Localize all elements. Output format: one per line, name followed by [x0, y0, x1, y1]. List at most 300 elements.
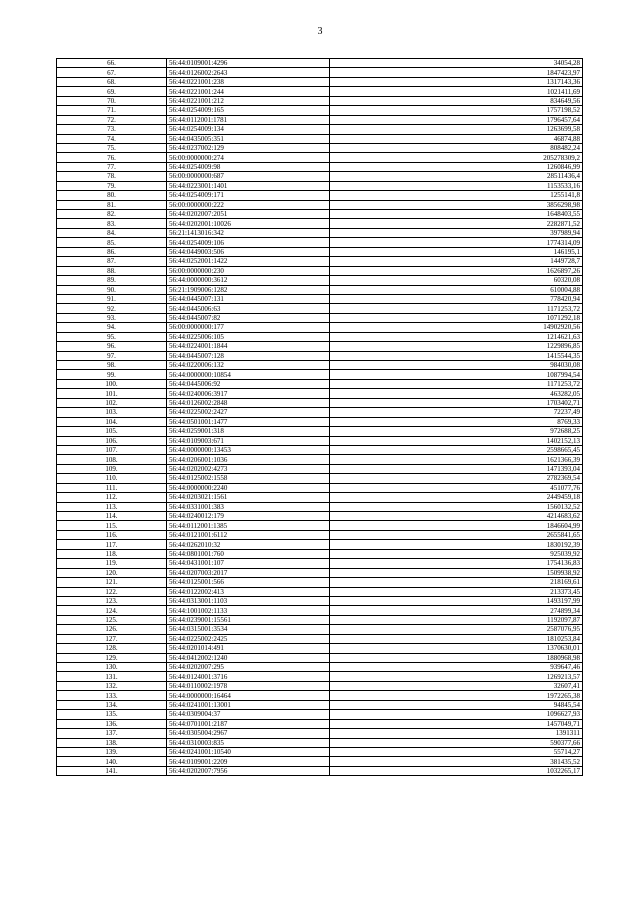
cadastral-value-cell: 94845,54 [330, 700, 583, 709]
table-row [57, 304, 583, 313]
cadastral-value-cell: 2782369,54 [330, 474, 583, 483]
cadastral-value-cell: 2282871,52 [330, 219, 583, 228]
table-row [57, 540, 583, 549]
cadastral-number-cell: 56:44:0112001:1385 [167, 521, 330, 530]
cadastral-number-cell: 56:44:0240012:179 [167, 512, 330, 521]
cadastral-value-cell: 2598665,45 [330, 445, 583, 454]
table-row [57, 228, 583, 237]
cadastral-number-cell: 56:44:0237002:129 [167, 143, 330, 152]
table-row [57, 172, 583, 181]
table-row [57, 115, 583, 124]
cadastral-number-cell: 56:44:0220006:132 [167, 361, 330, 370]
table-row [57, 530, 583, 539]
table-row [57, 191, 583, 200]
row-number-cell: 91. [57, 294, 167, 303]
table-row [57, 634, 583, 643]
row-number-cell: 80. [57, 191, 167, 200]
cadastral-value-cell: 451077,76 [330, 483, 583, 492]
cadastral-number-cell: 56:44:0225002:2425 [167, 634, 330, 643]
cadastral-value-cell: 925039,92 [330, 549, 583, 558]
table-row [57, 143, 583, 152]
table-row [57, 398, 583, 407]
cadastral-number-cell: 56:44:0126002:2848 [167, 398, 330, 407]
page-number: 3 [317, 26, 323, 37]
cadastral-number-cell: 56:44:0305004:2967 [167, 729, 330, 738]
cadastral-value-cell: 1415544,35 [330, 351, 583, 360]
row-number-cell: 112. [57, 493, 167, 502]
cadastral-number-cell: 56:44:0000000:16464 [167, 691, 330, 700]
row-number-cell: 103. [57, 408, 167, 417]
table-row [57, 106, 583, 115]
cadastral-value-cell: 1774314,09 [330, 238, 583, 247]
row-number-cell: 132. [57, 681, 167, 690]
cadastral-number-cell: 56:44:0801001:760 [167, 549, 330, 558]
row-number-cell: 116. [57, 530, 167, 539]
table-row [57, 379, 583, 388]
table-row [57, 361, 583, 370]
table-row [57, 351, 583, 360]
cadastral-number-cell: 56:44:0224001:1844 [167, 342, 330, 351]
row-number-cell: 69. [57, 87, 167, 96]
cadastral-value-cell: 1214621,63 [330, 332, 583, 341]
table-row [57, 294, 583, 303]
table-row [57, 134, 583, 143]
table-row [57, 757, 583, 766]
cadastral-value-cell: 1032265,17 [330, 766, 583, 775]
cadastral-number-cell: 56:00:0000000:687 [167, 172, 330, 181]
cadastral-value-cell: 778420,94 [330, 294, 583, 303]
table-row [57, 266, 583, 275]
cadastral-number-cell: 56:44:0109001:2209 [167, 757, 330, 766]
table-row [57, 417, 583, 426]
cadastral-number-cell: 56:44:0435005:351 [167, 134, 330, 143]
row-number-cell: 119. [57, 559, 167, 568]
cadastral-value-cell: 1021411,69 [330, 87, 583, 96]
cadastral-number-cell: 56:44:0221001:244 [167, 87, 330, 96]
cadastral-value-cell: 939647,46 [330, 663, 583, 672]
cadastral-number-cell: 56:44:0206001:1036 [167, 455, 330, 464]
cadastral-number-cell: 56:44:0259001:318 [167, 427, 330, 436]
cadastral-number-cell: 56:44:0240006:3917 [167, 389, 330, 398]
row-number-cell: 117. [57, 540, 167, 549]
cadastral-value-cell: 1449728,7 [330, 257, 583, 266]
cadastral-number-cell: 56:44:0110002:1978 [167, 681, 330, 690]
cadastral-value-cell: 60320,08 [330, 276, 583, 285]
cadastral-number-cell: 56:00:0000000:230 [167, 266, 330, 275]
cadastral-value-cell: 28511436,4 [330, 172, 583, 181]
table-row [57, 408, 583, 417]
cadastral-value-cell: 1471393,04 [330, 464, 583, 473]
row-number-cell: 97. [57, 351, 167, 360]
cadastral-value-cell: 1402152,13 [330, 436, 583, 445]
cadastral-number-cell: 56:44:0445007:131 [167, 294, 330, 303]
table-row [57, 483, 583, 492]
row-number-cell: 141. [57, 766, 167, 775]
row-number-cell: 127. [57, 634, 167, 643]
cadastral-value-cell: 1317143,36 [330, 77, 583, 86]
table-row [57, 549, 583, 558]
cadastral-value-cell: 1648403,55 [330, 210, 583, 219]
table-row [57, 464, 583, 473]
cadastral-value-cell: 1171253,72 [330, 379, 583, 388]
cadastral-number-cell: 56:21:1413016:342 [167, 228, 330, 237]
cadastral-value-cell: 1370630,01 [330, 644, 583, 653]
cadastral-number-cell: 56:44:0202007:7956 [167, 766, 330, 775]
table-row [57, 389, 583, 398]
cadastral-value-cell: 1229896,85 [330, 342, 583, 351]
row-number-cell: 100. [57, 379, 167, 388]
cadastral-number-cell: 56:44:0262010:32 [167, 540, 330, 549]
table-body [57, 59, 583, 776]
cadastral-number-cell: 56:44:0109001:4296 [167, 59, 330, 68]
row-number-cell: 140. [57, 757, 167, 766]
table-row [57, 653, 583, 662]
row-number-cell: 81. [57, 200, 167, 209]
cadastral-number-cell: 56:44:0124001:3716 [167, 672, 330, 681]
row-number-cell: 136. [57, 719, 167, 728]
cadastral-value-cell: 34054,28 [330, 59, 583, 68]
row-number-cell: 79. [57, 181, 167, 190]
cadastral-value-cell: 1754136,83 [330, 559, 583, 568]
row-number-cell: 93. [57, 313, 167, 322]
table-row [57, 512, 583, 521]
table-row [57, 559, 583, 568]
table-row [57, 710, 583, 719]
cadastral-value-cell: 1830192,39 [330, 540, 583, 549]
row-number-cell: 76. [57, 153, 167, 162]
cadastral-number-cell: 56:44:0202001:10026 [167, 219, 330, 228]
row-number-cell: 124. [57, 606, 167, 615]
cadastral-number-cell: 56:44:0445006:92 [167, 379, 330, 388]
table-row [57, 313, 583, 322]
cadastral-number-cell: 56:44:0412002:1240 [167, 653, 330, 662]
cadastral-number-cell: 56:44:0125002:1558 [167, 474, 330, 483]
cadastral-number-cell: 56:44:0449003:506 [167, 247, 330, 256]
cadastral-value-cell: 146195,1 [330, 247, 583, 256]
cadastral-number-cell: 56:44:0109003:671 [167, 436, 330, 445]
cadastral-value-cell: 1260846,99 [330, 162, 583, 171]
table-row [57, 493, 583, 502]
cadastral-value-cell: 1457049,71 [330, 719, 583, 728]
table-row [57, 200, 583, 209]
table-row [57, 596, 583, 605]
cadastral-value-cell: 1153533,16 [330, 181, 583, 190]
row-number-cell: 131. [57, 672, 167, 681]
cadastral-number-cell: 56:44:0126002:2643 [167, 68, 330, 77]
cadastral-number-cell: 56:21:1909006:1282 [167, 285, 330, 294]
table-row [57, 587, 583, 596]
row-number-cell: 68. [57, 77, 167, 86]
row-number-cell: 66. [57, 59, 167, 68]
row-number-cell: 115. [57, 521, 167, 530]
cadastral-value-cell: 2449459,18 [330, 493, 583, 502]
cadastral-value-cell: 1796457,64 [330, 115, 583, 124]
table-row [57, 672, 583, 681]
row-number-cell: 96. [57, 342, 167, 351]
table-row [57, 181, 583, 190]
table-row [57, 276, 583, 285]
table-row [57, 219, 583, 228]
cadastral-value-cell: 1560132,52 [330, 502, 583, 511]
cadastral-number-cell: 56:44:0223001:1401 [167, 181, 330, 190]
row-number-cell: 98. [57, 361, 167, 370]
row-number-cell: 77. [57, 162, 167, 171]
table-row [57, 700, 583, 709]
row-number-cell: 126. [57, 625, 167, 634]
cadastral-value-cell: 590377,66 [330, 738, 583, 747]
cadastral-value-cell: 4214683,62 [330, 512, 583, 521]
cadastral-number-cell: 56:44:0225006:105 [167, 332, 330, 341]
cadastral-number-cell: 56:44:0000000:2240 [167, 483, 330, 492]
cadastral-value-cell: 2655841,65 [330, 530, 583, 539]
row-number-cell: 67. [57, 68, 167, 77]
cadastral-number-cell: 56:44:0000000:3612 [167, 276, 330, 285]
cadastral-value-cell: 1255141,8 [330, 191, 583, 200]
row-number-cell: 138. [57, 738, 167, 747]
row-number-cell: 125. [57, 615, 167, 624]
row-number-cell: 139. [57, 747, 167, 756]
cadastral-value-cell: 610004,88 [330, 285, 583, 294]
row-number-cell: 110. [57, 474, 167, 483]
row-number-cell: 135. [57, 710, 167, 719]
row-number-cell: 75. [57, 143, 167, 152]
row-number-cell: 87. [57, 257, 167, 266]
table-row [57, 370, 583, 379]
cadastral-value-cell: 381435,52 [330, 757, 583, 766]
table-row [57, 691, 583, 700]
table-row [57, 568, 583, 577]
table-row [57, 681, 583, 690]
cadastral-number-cell: 56:44:0202007:2051 [167, 210, 330, 219]
row-number-cell: 130. [57, 663, 167, 672]
cadastral-number-cell: 56:00:0000000:274 [167, 153, 330, 162]
row-number-cell: 105. [57, 427, 167, 436]
cadastral-value-table [56, 58, 583, 776]
row-number-cell: 82. [57, 210, 167, 219]
cadastral-value-cell: 205278309,2 [330, 153, 583, 162]
row-number-cell: 107. [57, 445, 167, 454]
row-number-cell: 94. [57, 323, 167, 332]
cadastral-value-cell: 1263699,58 [330, 125, 583, 134]
table-row [57, 502, 583, 511]
cadastral-number-cell: 56:44:0310003:835 [167, 738, 330, 747]
row-number-cell: 70. [57, 96, 167, 105]
table-row [57, 455, 583, 464]
table-row [57, 445, 583, 454]
row-number-cell: 118. [57, 549, 167, 558]
row-number-cell: 128. [57, 644, 167, 653]
cadastral-value-cell: 397989,94 [330, 228, 583, 237]
table-row [57, 663, 583, 672]
row-number-cell: 83. [57, 219, 167, 228]
table-row [57, 59, 583, 68]
row-number-cell: 92. [57, 304, 167, 313]
cadastral-value-cell: 1071292,18 [330, 313, 583, 322]
cadastral-number-cell: 56:44:0501001:1477 [167, 417, 330, 426]
table-row [57, 342, 583, 351]
cadastral-value-cell: 55714,27 [330, 747, 583, 756]
table-row [57, 68, 583, 77]
cadastral-number-cell: 56:44:0254009:106 [167, 238, 330, 247]
row-number-cell: 113. [57, 502, 167, 511]
cadastral-number-cell: 56:44:1001002:1133 [167, 606, 330, 615]
row-number-cell: 84. [57, 228, 167, 237]
table-row [57, 436, 583, 445]
cadastral-number-cell: 56:44:0122002:413 [167, 587, 330, 596]
cadastral-value-cell: 3856298,98 [330, 200, 583, 209]
cadastral-value-cell: 1391311 [330, 729, 583, 738]
table-row [57, 125, 583, 134]
cadastral-number-cell: 56:44:0445006:63 [167, 304, 330, 313]
row-number-cell: 109. [57, 464, 167, 473]
row-number-cell: 114. [57, 512, 167, 521]
cadastral-number-cell: 56:44:0239001:15561 [167, 615, 330, 624]
row-number-cell: 72. [57, 115, 167, 124]
cadastral-value-cell: 1846604,99 [330, 521, 583, 530]
cadastral-number-cell: 56:44:0313001:1103 [167, 596, 330, 605]
cadastral-value-cell: 463282,05 [330, 389, 583, 398]
cadastral-number-cell: 56:44:0254009:171 [167, 191, 330, 200]
table-row [57, 87, 583, 96]
cadastral-value-cell: 1880968,98 [330, 653, 583, 662]
cadastral-value-cell: 1171253,72 [330, 304, 583, 313]
row-number-cell: 133. [57, 691, 167, 700]
cadastral-number-cell: 56:44:0241001:13001 [167, 700, 330, 709]
row-number-cell: 74. [57, 134, 167, 143]
cadastral-number-cell: 56:44:0254009:165 [167, 106, 330, 115]
cadastral-number-cell: 56:44:0125001:566 [167, 578, 330, 587]
cadastral-value-cell: 274899,34 [330, 606, 583, 615]
cadastral-number-cell: 56:44:0121001:6112 [167, 530, 330, 539]
cadastral-value-cell: 1757198,52 [330, 106, 583, 115]
cadastral-number-cell: 56:44:0331001:383 [167, 502, 330, 511]
cadastral-value-cell: 972688,25 [330, 427, 583, 436]
cadastral-value-cell: 218169,61 [330, 578, 583, 587]
cadastral-number-cell: 56:44:0254009:98 [167, 162, 330, 171]
row-number-cell: 88. [57, 266, 167, 275]
cadastral-value-cell: 984030,08 [330, 361, 583, 370]
row-number-cell: 95. [57, 332, 167, 341]
row-number-cell: 134. [57, 700, 167, 709]
cadastral-value-cell: 1087994,54 [330, 370, 583, 379]
cadastral-value-cell: 834649,56 [330, 96, 583, 105]
table-row [57, 615, 583, 624]
table-row [57, 238, 583, 247]
table-row [57, 729, 583, 738]
cadastral-number-cell: 56:44:0252001:1422 [167, 257, 330, 266]
row-number-cell: 71. [57, 106, 167, 115]
table-row [57, 285, 583, 294]
cadastral-value-cell: 1269213,57 [330, 672, 583, 681]
table-row [57, 625, 583, 634]
cadastral-number-cell: 56:44:0202007:295 [167, 663, 330, 672]
cadastral-value-cell: 8769,33 [330, 417, 583, 426]
row-number-cell: 129. [57, 653, 167, 662]
row-number-cell: 121. [57, 578, 167, 587]
cadastral-value-cell: 1810253,84 [330, 634, 583, 643]
table-row [57, 332, 583, 341]
cadastral-value-cell: 14902920,56 [330, 323, 583, 332]
cadastral-value-cell: 1626897,26 [330, 266, 583, 275]
cadastral-number-cell: 56:44:0221001:238 [167, 77, 330, 86]
cadastral-number-cell: 56:44:0445007:82 [167, 313, 330, 322]
cadastral-value-cell: 2587076,95 [330, 625, 583, 634]
cadastral-value-cell: 1096627,93 [330, 710, 583, 719]
cadastral-value-cell: 46874,88 [330, 134, 583, 143]
cadastral-number-cell: 56:44:0000000:10854 [167, 370, 330, 379]
row-number-cell: 90. [57, 285, 167, 294]
table-row [57, 719, 583, 728]
cadastral-number-cell: 56:44:0202002:4273 [167, 464, 330, 473]
table-row [57, 247, 583, 256]
table-row [57, 766, 583, 775]
cadastral-value-cell: 32607,41 [330, 681, 583, 690]
cadastral-number-cell: 56:44:0221001:212 [167, 96, 330, 105]
row-number-cell: 73. [57, 125, 167, 134]
cadastral-value-cell: 1493197,99 [330, 596, 583, 605]
cadastral-number-cell: 56:44:0309004:37 [167, 710, 330, 719]
row-number-cell: 122. [57, 587, 167, 596]
table-row [57, 644, 583, 653]
cadastral-value-cell: 72237,49 [330, 408, 583, 417]
row-number-cell: 85. [57, 238, 167, 247]
table-row [57, 323, 583, 332]
table-row [57, 96, 583, 105]
table-row [57, 153, 583, 162]
cadastral-number-cell: 56:44:0431001:107 [167, 559, 330, 568]
table-row [57, 210, 583, 219]
row-number-cell: 123. [57, 596, 167, 605]
cadastral-number-cell: 56:44:0445007:128 [167, 351, 330, 360]
table-row [57, 606, 583, 615]
cadastral-number-cell: 56:44:0207003:2017 [167, 568, 330, 577]
cadastral-number-cell: 56:44:0201014:491 [167, 644, 330, 653]
table-row [57, 747, 583, 756]
cadastral-number-cell: 56:44:0315001:3534 [167, 625, 330, 634]
row-number-cell: 86. [57, 247, 167, 256]
table-row [57, 77, 583, 86]
cadastral-number-cell: 56:44:0241001:10540 [167, 747, 330, 756]
row-number-cell: 108. [57, 455, 167, 464]
table-row [57, 578, 583, 587]
row-number-cell: 120. [57, 568, 167, 577]
cadastral-number-cell: 56:44:0000000:13453 [167, 445, 330, 454]
cadastral-number-cell: 56:44:0254009:134 [167, 125, 330, 134]
table-row [57, 427, 583, 436]
row-number-cell: 78. [57, 172, 167, 181]
cadastral-number-cell: 56:44:0701001:2187 [167, 719, 330, 728]
row-number-cell: 137. [57, 729, 167, 738]
row-number-cell: 101. [57, 389, 167, 398]
table-row [57, 738, 583, 747]
table-row [57, 162, 583, 171]
cadastral-value-cell: 1509938,92 [330, 568, 583, 577]
row-number-cell: 104. [57, 417, 167, 426]
cadastral-value-cell: 1703402,71 [330, 398, 583, 407]
row-number-cell: 102. [57, 398, 167, 407]
cadastral-value-cell: 808482,24 [330, 143, 583, 152]
table-row [57, 474, 583, 483]
cadastral-value-cell: 1192097,87 [330, 615, 583, 624]
cadastral-number-cell: 56:00:0000000:177 [167, 323, 330, 332]
row-number-cell: 89. [57, 276, 167, 285]
cadastral-number-cell: 56:44:0112001:1781 [167, 115, 330, 124]
cadastral-number-cell: 56:44:0225002:2427 [167, 408, 330, 417]
cadastral-value-cell: 1621366,39 [330, 455, 583, 464]
row-number-cell: 106. [57, 436, 167, 445]
cadastral-value-cell: 213373,45 [330, 587, 583, 596]
table-row [57, 257, 583, 266]
